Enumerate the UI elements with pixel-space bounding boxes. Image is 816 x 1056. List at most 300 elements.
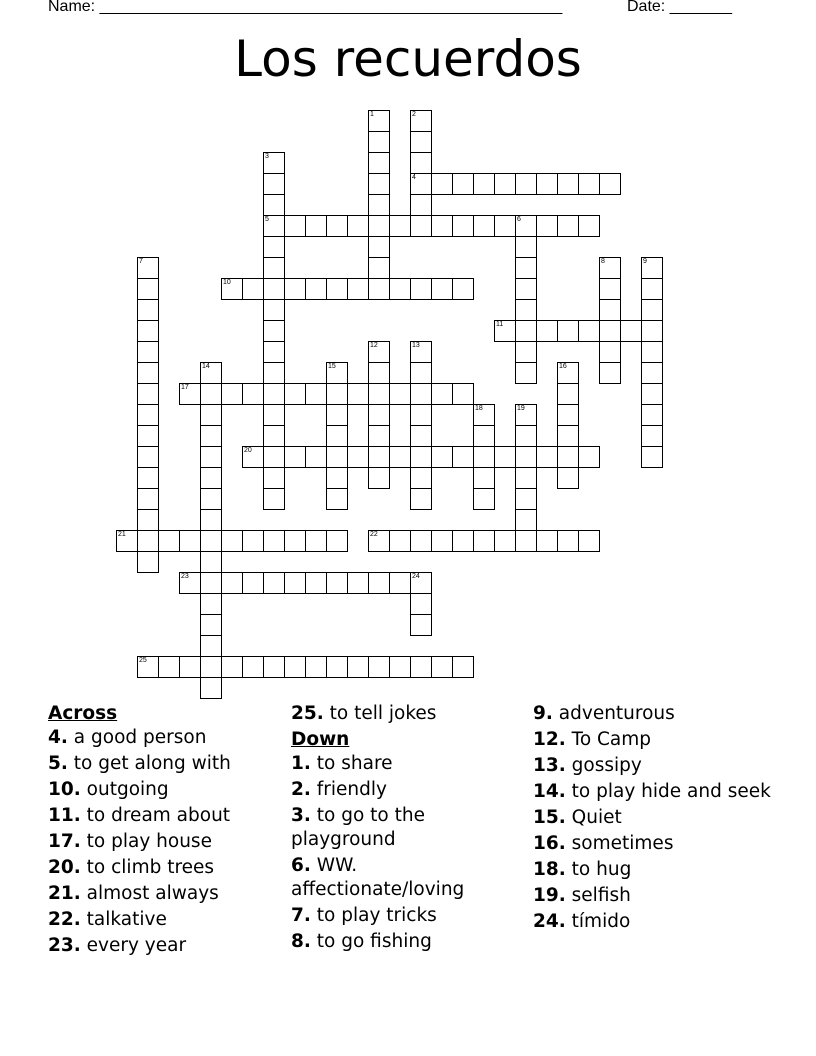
cell-number: 19 (517, 405, 525, 412)
clue-number: 24. (533, 911, 566, 932)
grid-cell[interactable] (137, 383, 159, 405)
grid-cell[interactable] (536, 173, 558, 195)
grid-cell[interactable] (221, 530, 243, 552)
clue-item (533, 858, 773, 882)
grid-cell[interactable] (515, 236, 537, 258)
grid-cell[interactable] (137, 362, 159, 384)
grid-cell[interactable] (410, 215, 432, 237)
grid-cell[interactable] (200, 635, 222, 657)
grid-cell[interactable] (137, 551, 159, 573)
grid-cell[interactable] (494, 173, 516, 195)
grid-cell[interactable] (368, 152, 390, 174)
grid-cell[interactable] (368, 446, 390, 468)
grid-cell[interactable] (599, 173, 621, 195)
grid-cell[interactable] (263, 530, 285, 552)
grid-cell[interactable] (641, 383, 663, 405)
clue-number: 13. (533, 755, 566, 776)
grid-cell[interactable] (326, 572, 348, 594)
grid-cell[interactable] (410, 152, 432, 174)
grid-cell[interactable] (368, 341, 390, 363)
clue-item (48, 908, 288, 932)
clue-item (291, 854, 531, 902)
grid-cell[interactable] (515, 467, 537, 489)
grid-cell[interactable] (263, 194, 285, 216)
grid-cell[interactable] (347, 215, 369, 237)
grid-cell[interactable] (536, 320, 558, 342)
grid-cell[interactable] (557, 404, 579, 426)
grid-cell[interactable] (557, 215, 579, 237)
grid-cell[interactable] (326, 362, 348, 384)
clue-text: tímido (565, 911, 631, 932)
grid-cell[interactable] (557, 362, 579, 384)
grid-cell[interactable] (515, 425, 537, 447)
grid-cell[interactable] (200, 362, 222, 384)
grid-cell[interactable] (305, 530, 327, 552)
grid-cell[interactable] (641, 362, 663, 384)
grid-cell[interactable] (263, 341, 285, 363)
clue-number: 15. (533, 807, 566, 828)
grid-cell[interactable] (263, 488, 285, 510)
grid-cell[interactable] (200, 425, 222, 447)
grid-cell[interactable] (410, 110, 432, 132)
grid-cell[interactable] (137, 257, 159, 279)
grid-cell[interactable] (515, 362, 537, 384)
grid-cell[interactable] (368, 530, 390, 552)
grid-cell[interactable] (263, 362, 285, 384)
clue-number: 6. (291, 855, 311, 876)
grid-cell[interactable] (389, 278, 411, 300)
grid-cell[interactable] (515, 446, 537, 468)
grid-cell[interactable] (263, 152, 285, 174)
grid-cell[interactable] (179, 383, 201, 405)
clue-text: outgoing (80, 779, 169, 800)
grid-cell[interactable] (410, 341, 432, 363)
grid-cell[interactable] (263, 404, 285, 426)
clue-item (48, 934, 288, 958)
grid-cell[interactable] (452, 215, 474, 237)
grid-cell[interactable] (641, 425, 663, 447)
grid-cell[interactable] (473, 446, 495, 468)
grid-cell[interactable] (389, 572, 411, 594)
grid-cell[interactable] (410, 278, 432, 300)
down-heading: Down (291, 729, 350, 750)
grid-cell[interactable] (200, 404, 222, 426)
grid-cell[interactable] (410, 362, 432, 384)
grid-cell[interactable] (599, 341, 621, 363)
grid-cell[interactable] (368, 110, 390, 132)
grid-cell[interactable] (641, 404, 663, 426)
grid-cell[interactable] (431, 278, 453, 300)
grid-cell[interactable] (410, 593, 432, 615)
grid-cell[interactable] (599, 257, 621, 279)
grid-cell[interactable] (242, 530, 264, 552)
grid-cell[interactable] (284, 383, 306, 405)
grid-cell[interactable] (137, 320, 159, 342)
across-clue-list-continued (291, 702, 531, 726)
grid-cell[interactable] (368, 194, 390, 216)
grid-cell[interactable] (431, 173, 453, 195)
grid-cell[interactable] (305, 278, 327, 300)
grid-cell[interactable] (389, 656, 411, 678)
grid-cell[interactable] (347, 572, 369, 594)
grid-cell[interactable] (263, 278, 285, 300)
grid-cell[interactable] (116, 530, 138, 552)
grid-cell[interactable] (536, 215, 558, 237)
grid-cell[interactable] (368, 278, 390, 300)
clue-text: every year (80, 935, 187, 956)
grid-cell[interactable] (494, 530, 516, 552)
grid-cell[interactable] (326, 215, 348, 237)
grid-cell[interactable] (473, 530, 495, 552)
clue-text: talkative (80, 909, 167, 930)
grid-cell[interactable] (263, 446, 285, 468)
grid-cell[interactable] (263, 467, 285, 489)
grid-cell[interactable] (137, 404, 159, 426)
grid-cell[interactable] (515, 404, 537, 426)
clue-item (48, 882, 288, 906)
grid-cell[interactable] (431, 383, 453, 405)
grid-cell[interactable] (410, 194, 432, 216)
grid-cell[interactable] (347, 383, 369, 405)
grid-cell[interactable] (557, 446, 579, 468)
clue-text: to share (310, 753, 393, 774)
cell-number: 22 (370, 531, 378, 538)
grid-cell[interactable] (557, 530, 579, 552)
grid-cell[interactable] (137, 488, 159, 510)
grid-cell[interactable] (410, 614, 432, 636)
grid-cell[interactable] (368, 236, 390, 258)
clue-text: adventurous (552, 703, 675, 724)
clue-number: 1. (291, 753, 311, 774)
cell-number: 16 (559, 363, 567, 370)
grid-cell[interactable] (242, 446, 264, 468)
grid-cell[interactable] (431, 656, 453, 678)
grid-cell[interactable] (473, 467, 495, 489)
grid-cell[interactable] (158, 530, 180, 552)
grid-cell[interactable] (599, 362, 621, 384)
clue-number: 9. (533, 703, 553, 724)
grid-cell[interactable] (221, 656, 243, 678)
grid-cell[interactable] (536, 530, 558, 552)
clue-number: 20. (48, 857, 81, 878)
grid-cell[interactable] (452, 656, 474, 678)
grid-cell[interactable] (389, 530, 411, 552)
grid-cell[interactable] (326, 446, 348, 468)
clue-item (291, 804, 531, 852)
grid-cell[interactable] (284, 215, 306, 237)
grid-cell[interactable] (368, 131, 390, 153)
grid-cell[interactable] (578, 320, 600, 342)
grid-cell[interactable] (200, 488, 222, 510)
grid-cell[interactable] (515, 488, 537, 510)
grid-cell[interactable] (263, 215, 285, 237)
grid-cell[interactable] (368, 656, 390, 678)
grid-cell[interactable] (389, 383, 411, 405)
grid-cell[interactable] (200, 383, 222, 405)
grid-cell[interactable] (515, 215, 537, 237)
grid-cell[interactable] (158, 656, 180, 678)
cell-number: 21 (118, 531, 126, 538)
grid-cell[interactable] (641, 299, 663, 321)
grid-cell[interactable] (284, 572, 306, 594)
grid-cell[interactable] (599, 278, 621, 300)
grid-cell[interactable] (179, 656, 201, 678)
cell-number: 18 (475, 405, 483, 412)
grid-cell[interactable] (431, 530, 453, 552)
grid-cell[interactable] (410, 488, 432, 510)
name-field-label: Name: ____________________________________________________ (48, 0, 563, 15)
grid-cell[interactable] (263, 173, 285, 195)
grid-cell[interactable] (578, 173, 600, 195)
grid-cell[interactable] (347, 278, 369, 300)
grid-cell[interactable] (515, 257, 537, 279)
grid-cell[interactable] (578, 530, 600, 552)
clue-text: to play hide and seek (565, 781, 771, 802)
grid-cell[interactable] (200, 656, 222, 678)
cell-number: 5 (265, 216, 269, 223)
clue-item (533, 780, 773, 804)
clue-text: sometimes (565, 833, 674, 854)
clue-item (48, 778, 288, 802)
cell-number: 7 (139, 258, 143, 265)
grid-cell[interactable] (200, 551, 222, 573)
clue-item (533, 884, 773, 908)
grid-cell[interactable] (389, 215, 411, 237)
grid-cell[interactable] (452, 530, 474, 552)
grid-cell[interactable] (137, 467, 159, 489)
clue-item (533, 702, 773, 726)
grid-cell[interactable] (326, 467, 348, 489)
grid-cell[interactable] (263, 320, 285, 342)
grid-cell[interactable] (431, 215, 453, 237)
grid-cell[interactable] (641, 257, 663, 279)
clue-item (291, 702, 531, 726)
grid-cell[interactable] (410, 572, 432, 594)
grid-cell[interactable] (263, 257, 285, 279)
grid-cell[interactable] (200, 509, 222, 531)
grid-cell[interactable] (242, 383, 264, 405)
grid-cell[interactable] (242, 572, 264, 594)
grid-cell[interactable] (515, 299, 537, 321)
grid-cell[interactable] (305, 656, 327, 678)
grid-cell[interactable] (263, 383, 285, 405)
clue-item (533, 806, 773, 830)
clue-number: 10. (48, 779, 81, 800)
grid-cell[interactable] (410, 383, 432, 405)
grid-cell[interactable] (263, 656, 285, 678)
grid-cell[interactable] (557, 320, 579, 342)
grid-cell[interactable] (200, 593, 222, 615)
grid-cell[interactable] (284, 656, 306, 678)
grid-cell[interactable] (515, 320, 537, 342)
grid-cell[interactable] (305, 215, 327, 237)
grid-cell[interactable] (473, 488, 495, 510)
grid-cell[interactable] (494, 446, 516, 468)
clue-number: 3. (291, 805, 311, 826)
clue-number: 25. (291, 703, 324, 724)
grid-cell[interactable] (137, 656, 159, 678)
date-field-label: Date: _______ (627, 0, 732, 15)
cell-number: 8 (601, 258, 605, 265)
grid-cell[interactable] (536, 446, 558, 468)
grid-cell[interactable] (263, 236, 285, 258)
grid-cell[interactable] (599, 320, 621, 342)
grid-cell[interactable] (557, 425, 579, 447)
grid-cell[interactable] (137, 278, 159, 300)
grid-cell[interactable] (473, 425, 495, 447)
grid-cell[interactable] (137, 341, 159, 363)
grid-cell[interactable] (242, 278, 264, 300)
grid-cell[interactable] (263, 425, 285, 447)
grid-cell[interactable] (641, 320, 663, 342)
grid-cell[interactable] (326, 404, 348, 426)
grid-cell[interactable] (284, 530, 306, 552)
grid-cell[interactable] (410, 530, 432, 552)
grid-cell[interactable] (410, 425, 432, 447)
clue-item (48, 856, 288, 880)
grid-cell[interactable] (326, 383, 348, 405)
grid-cell[interactable] (221, 383, 243, 405)
grid-cell[interactable] (284, 446, 306, 468)
clues-column-2 (291, 702, 531, 956)
grid-cell[interactable] (641, 446, 663, 468)
grid-cell[interactable] (452, 278, 474, 300)
grid-cell[interactable] (452, 446, 474, 468)
grid-cell[interactable] (410, 404, 432, 426)
grid-cell[interactable] (368, 572, 390, 594)
grid-cell[interactable] (473, 404, 495, 426)
grid-cell[interactable] (410, 446, 432, 468)
grid-cell[interactable] (452, 383, 474, 405)
grid-cell[interactable] (179, 572, 201, 594)
grid-cell[interactable] (284, 278, 306, 300)
grid-cell[interactable] (578, 215, 600, 237)
grid-cell[interactable] (305, 446, 327, 468)
grid-cell[interactable] (137, 425, 159, 447)
grid-cell[interactable] (326, 425, 348, 447)
grid-cell[interactable] (368, 383, 390, 405)
clue-number: 22. (48, 909, 81, 930)
down-clue-list (291, 752, 531, 954)
grid-cell[interactable] (200, 677, 222, 699)
grid-cell[interactable] (347, 656, 369, 678)
grid-cell[interactable] (200, 467, 222, 489)
grid-cell[interactable] (641, 341, 663, 363)
grid-cell[interactable] (326, 278, 348, 300)
grid-cell[interactable] (389, 446, 411, 468)
clue-number: 8. (291, 931, 311, 952)
clue-item (533, 754, 773, 778)
grid-cell[interactable] (452, 173, 474, 195)
grid-cell[interactable] (326, 530, 348, 552)
grid-cell[interactable] (137, 446, 159, 468)
grid-cell[interactable] (221, 572, 243, 594)
clue-number: 16. (533, 833, 566, 854)
clue-text: to hug (565, 859, 632, 880)
grid-cell[interactable] (515, 278, 537, 300)
grid-cell[interactable] (557, 173, 579, 195)
cell-number: 6 (517, 216, 521, 223)
cell-number: 17 (181, 384, 189, 391)
clue-text: to go to the playground (291, 805, 425, 850)
grid-cell[interactable] (263, 299, 285, 321)
grid-cell[interactable] (242, 656, 264, 678)
grid-cell[interactable] (515, 173, 537, 195)
grid-cell[interactable] (200, 446, 222, 468)
cell-number: 15 (328, 363, 336, 370)
grid-cell[interactable] (494, 215, 516, 237)
grid-cell[interactable] (410, 467, 432, 489)
grid-cell[interactable] (137, 299, 159, 321)
clue-number: 19. (533, 885, 566, 906)
grid-cell[interactable] (368, 362, 390, 384)
clue-text: To Camp (565, 729, 652, 750)
grid-cell[interactable] (494, 320, 516, 342)
down-clue-list-continued (533, 702, 773, 934)
grid-cell[interactable] (368, 173, 390, 195)
clue-text: WW. affectionate/loving (291, 855, 465, 900)
grid-cell[interactable] (200, 614, 222, 636)
grid-cell[interactable] (137, 509, 159, 531)
clue-item (533, 910, 773, 934)
grid-cell[interactable] (326, 656, 348, 678)
grid-cell[interactable] (557, 467, 579, 489)
grid-cell[interactable] (620, 320, 642, 342)
grid-cell[interactable] (599, 299, 621, 321)
grid-cell[interactable] (368, 404, 390, 426)
grid-cell[interactable] (578, 446, 600, 468)
grid-cell[interactable] (410, 131, 432, 153)
grid-cell[interactable] (410, 173, 432, 195)
grid-cell[interactable] (347, 446, 369, 468)
grid-cell[interactable] (326, 488, 348, 510)
grid-cell[interactable] (137, 530, 159, 552)
clue-item (48, 804, 288, 828)
clue-number: 23. (48, 935, 81, 956)
clue-item (291, 904, 531, 928)
clue-text: to play tricks (310, 905, 437, 926)
grid-cell[interactable] (515, 530, 537, 552)
grid-cell[interactable] (200, 572, 222, 594)
clue-item (533, 832, 773, 856)
grid-cell[interactable] (557, 383, 579, 405)
grid-cell[interactable] (368, 467, 390, 489)
across-heading: Across (48, 703, 118, 724)
grid-cell[interactable] (263, 572, 285, 594)
grid-cell[interactable] (641, 278, 663, 300)
grid-cell[interactable] (368, 215, 390, 237)
grid-cell[interactable] (515, 509, 537, 531)
grid-cell[interactable] (221, 278, 243, 300)
grid-cell[interactable] (305, 383, 327, 405)
grid-cell[interactable] (515, 341, 537, 363)
grid-cell[interactable] (410, 656, 432, 678)
grid-cell[interactable] (368, 425, 390, 447)
grid-cell[interactable] (179, 530, 201, 552)
clue-number: 4. (48, 727, 68, 748)
clue-item (291, 752, 531, 776)
grid-cell[interactable] (473, 215, 495, 237)
grid-cell[interactable] (473, 173, 495, 195)
clue-text: Quiet (565, 807, 622, 828)
clues-column-1 (48, 702, 288, 960)
grid-cell[interactable] (368, 257, 390, 279)
cell-number: 11 (496, 321, 504, 328)
grid-cell[interactable] (431, 446, 453, 468)
clue-item (533, 728, 773, 752)
grid-cell[interactable] (200, 530, 222, 552)
grid-cell[interactable] (305, 572, 327, 594)
